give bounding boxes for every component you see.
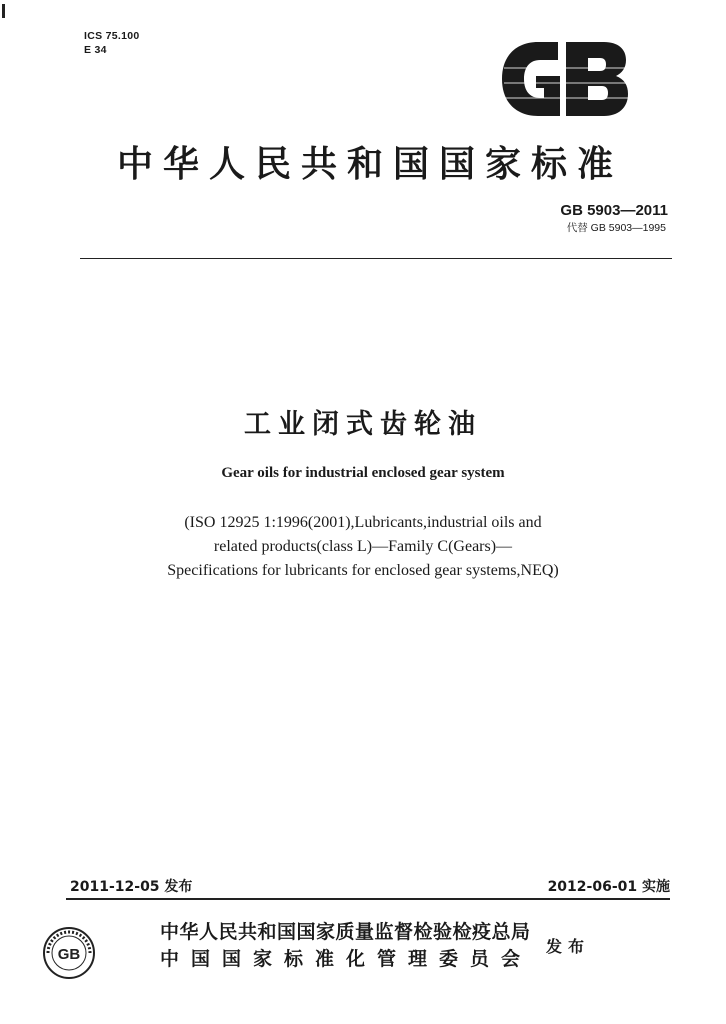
svg-text:GB: GB	[57, 946, 81, 963]
classification-codes	[84, 29, 140, 57]
document-title-en: Gear oils for industrial enclosed gear system	[221, 465, 505, 481]
issuer-sac: 中国国家标准化管理委员会	[160, 948, 533, 970]
standard-type-title: 中华人民共和国国家标准	[116, 144, 623, 185]
footer-divider	[66, 898, 670, 900]
implementation-date: 2012-06-01 实施	[547, 879, 670, 895]
gb-logo	[492, 38, 632, 120]
header-divider	[80, 258, 672, 259]
replaces-standard: 代替 GB 5903—1995	[566, 222, 666, 234]
iso-reference-line: Specifications for lubricants for enclosed gear systems,NEQ)	[167, 562, 559, 579]
document-title-cn: 工业闭式齿轮油	[244, 409, 482, 440]
standard-number: GB 5903—2011	[560, 202, 668, 219]
iso-reference-line: (ISO 12925 1:1996(2001),Lubricants,industrial oils and	[184, 514, 542, 531]
scan-edge-mark	[2, 4, 5, 18]
category-code: E 34	[84, 44, 107, 56]
issuer-seal-icon	[42, 926, 96, 980]
publish-label: 发布	[546, 937, 591, 956]
iso-reference	[100, 511, 626, 583]
issue-date: 2011-12-05 发布	[70, 879, 193, 895]
ics-code: ICS 75.100	[84, 30, 140, 42]
issuer-aqsiq: 中华人民共和国国家质量监督检验检疫总局	[160, 921, 531, 943]
iso-reference-line: related products(class L)—Family C(Gears)—	[213, 538, 513, 555]
